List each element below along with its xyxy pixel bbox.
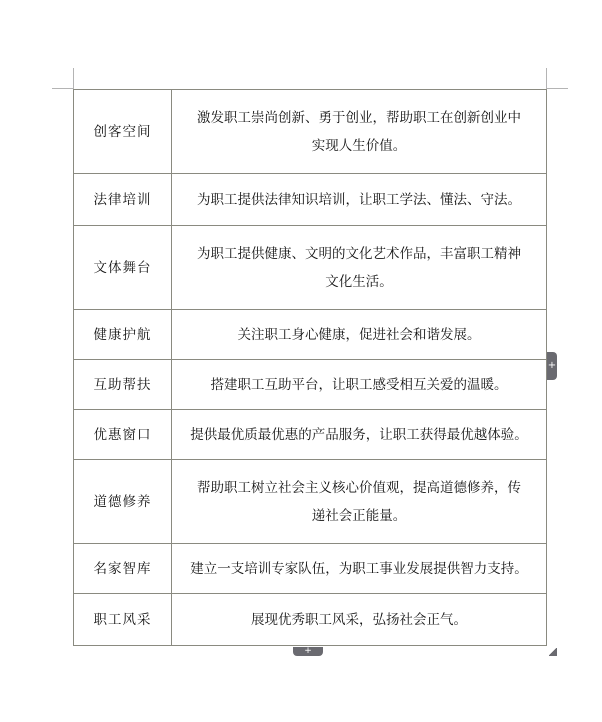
description-line: 关注职工身心健康，促进社会和谐发展。: [237, 326, 481, 343]
description-line: 展现优秀职工风采，弘扬社会正气。: [251, 611, 467, 628]
table-row: [74, 310, 547, 360]
add-row-handle[interactable]: +: [293, 647, 323, 656]
add-column-handle[interactable]: +: [547, 352, 557, 380]
crop-mark-left-vertical: [73, 68, 74, 89]
table-resize-handle[interactable]: [549, 648, 557, 656]
row-description-cell[interactable]: [172, 360, 547, 410]
row-description-cell[interactable]: [172, 544, 547, 594]
row-description-cell[interactable]: [172, 226, 547, 310]
row-label-cell[interactable]: 法律培训: [74, 174, 172, 226]
service-table[interactable]: [73, 89, 547, 646]
crop-mark-left-horizontal: [52, 88, 73, 89]
description-line: 为职工提供健康、文明的文化艺术作品，丰富职工精神: [197, 245, 521, 262]
table-row: [74, 90, 547, 174]
table-row: [74, 360, 547, 410]
description-line: 实现人生价值。: [311, 137, 407, 154]
row-description-cell[interactable]: [172, 410, 547, 460]
description-line: 递社会正能量。: [311, 507, 407, 524]
row-label-cell[interactable]: 优惠窗口: [74, 410, 172, 460]
row-label-cell[interactable]: 健康护航: [74, 310, 172, 360]
description-line: 帮助职工树立社会主义核心价值观，提高道德修养，传: [197, 479, 521, 496]
description-line: 提供最优质最优惠的产品服务，让职工获得最优越体验。: [190, 426, 528, 443]
row-label-cell[interactable]: 职工风采: [74, 594, 172, 646]
description-line: 文化生活。: [325, 273, 393, 290]
row-label-cell[interactable]: 文体舞台: [74, 226, 172, 310]
table-row: [74, 410, 547, 460]
description-line: 搭建职工互助平台，让职工感受相互关爱的温暖。: [210, 376, 508, 393]
row-description-cell[interactable]: [172, 594, 547, 646]
description-line: 为职工提供法律知识培训，让职工学法、懂法、守法。: [197, 191, 521, 208]
table-row: [74, 174, 547, 226]
description-line: 建立一支培训专家队伍，为职工事业发展提供智力支持。: [190, 560, 528, 577]
crop-mark-right-horizontal: [547, 88, 568, 89]
table-row: [74, 544, 547, 594]
description-line: 激发职工崇尚创新、勇于创业，帮助职工在创新创业中: [197, 109, 521, 126]
row-description-cell[interactable]: [172, 310, 547, 360]
row-label-cell[interactable]: 创客空间: [74, 90, 172, 174]
table-row: [74, 226, 547, 310]
table-row: [74, 594, 547, 646]
row-label-cell[interactable]: 名家智库: [74, 544, 172, 594]
table-row: [74, 460, 547, 544]
row-label-cell[interactable]: 道德修养: [74, 460, 172, 544]
row-description-cell[interactable]: [172, 174, 547, 226]
row-description-cell[interactable]: [172, 90, 547, 174]
row-label-cell[interactable]: 互助帮扶: [74, 360, 172, 410]
crop-mark-right-vertical: [546, 68, 547, 89]
row-description-cell[interactable]: [172, 460, 547, 544]
